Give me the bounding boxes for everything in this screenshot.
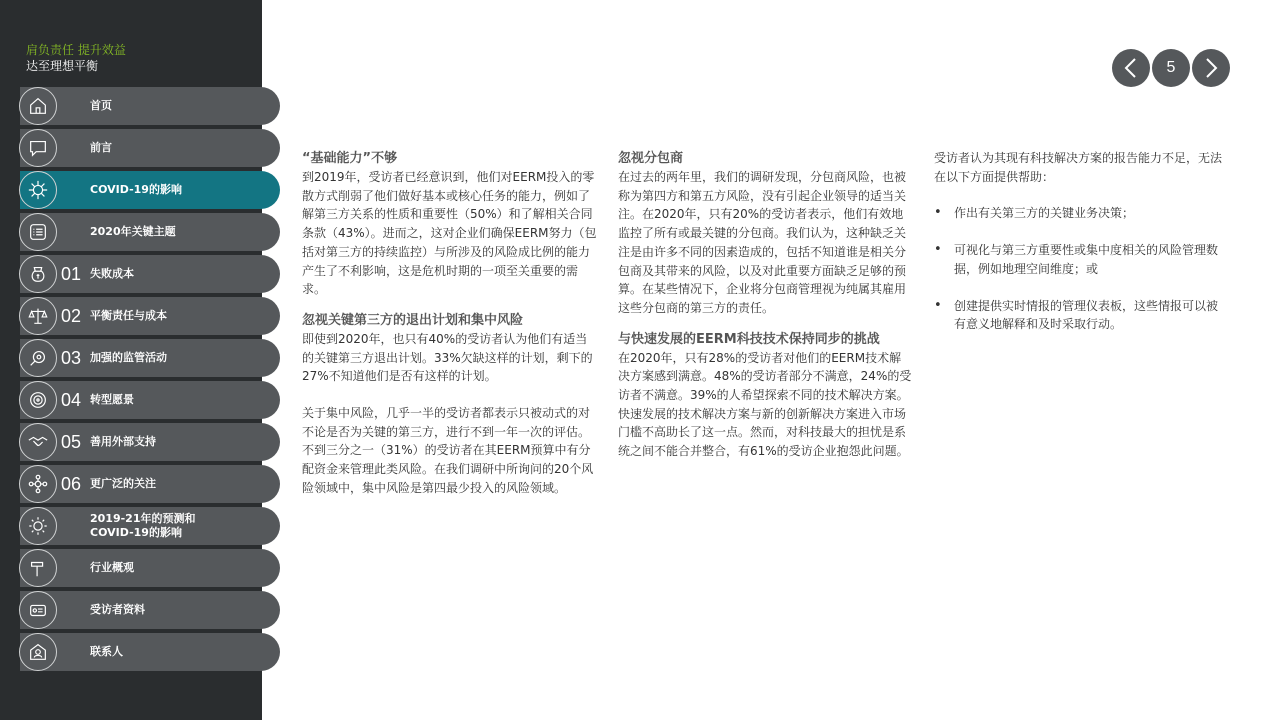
scale-icon [19,297,57,335]
nav-item-number: 02 [61,306,82,326]
nav-item-transformation-vision[interactable] [20,381,280,419]
magnifier-gear-icon [19,339,57,377]
sidebar-nav [20,87,282,675]
nav-item-industry-overview[interactable] [20,549,280,587]
target-icon [19,381,57,419]
sun-icon [19,507,57,545]
sidebar [0,0,262,720]
nav-item-label: 失败成本 [90,267,134,280]
section-heading: 忽视关键第三方的退出计划和集中风险 [302,312,524,328]
body-paragraph: 到2019年，受访者已经意识到，他们对EERM投入的零散方式削弱了他们做好基本或核心任务的能力，例如了解第三方关系的性质和重要性（50%）和了解相关合同条款（43%）。进而之，这对企业们确保EERM努力（包括对第三方的持续监控）与所涉及的风险成比例的能力产生了不利影响，这是危机时期的一项至关重要的需求。 [302,170,597,297]
nav-item-forecast-covid[interactable] [20,507,280,545]
speech-bubble-icon [19,129,57,167]
body-paragraph: 关于集中风险，几乎一半的受访者都表示只被动式的对不论是否为关键的第三方，进行不到一年一次的评估。不到三分之一（31%）的受访者在其EERM预算中有分配资金来管理此类风险。在我们调研中所询问的20个风险领域中，集中风险是第四最少投入的风险领域。 [302,406,594,495]
nav-item-balance-responsibility-cost[interactable] [20,297,280,335]
list-item: • 创建提供实时情报的管理仪表板，这些情报可以被有意义地解释和及时采取行动。 [934,297,1228,334]
nav-item-label: 转型愿景 [90,393,134,406]
nav-item-label: 受访者资料 [90,603,145,616]
nav-item-number: 06 [61,474,82,494]
next-page-button[interactable] [1192,49,1230,87]
nav-item-label: 联系人 [90,645,123,658]
nav-item-foreword[interactable] [20,129,280,167]
brand-subtitle: 达至理想平衡 [26,59,99,73]
body-paragraph: 在2020年，只有28%的受访者对他们的EERM技术解决方案感到满意。48%的受访者部分不满意，24%的受访者不满意。39%的人希望探索不同的技术解决方案。快速发展的技术解决方案与新的创新解决方案进入市场门槛不高助长了这一点。然而，对科技最大的担忧是系统之间不能合并整合，有61%的受访企业抱怨此问题。 [618,350,912,459]
nav-item-label: 行业概观 [90,561,134,574]
content-column-3 [934,149,1228,334]
nav-item-covid-impact[interactable] [20,171,280,209]
brand-block [26,42,126,74]
home-icon [19,87,57,125]
section-heading: 与快速发展的EERM科技技术保持同步的挑战 [618,331,880,347]
brand-tagline: 肩负责任 提升效益 [26,43,126,57]
content-column-1 [302,149,598,498]
content-column-2 [618,149,912,461]
nav-item-label: COVID-19的影响 [90,183,182,196]
virus-icon [19,171,57,209]
list-icon [19,213,57,251]
section-heading: “基础能力”不够 [302,151,398,166]
nav-item-regulatory-activity[interactable] [20,339,280,377]
nav-item-label: 前言 [90,141,112,154]
hammer-icon [19,549,57,587]
pager [1112,49,1232,89]
nav-item-label: 平衡责任与成本 [90,309,167,322]
nav-item-number: 03 [61,348,82,368]
nav-item-number: 01 [61,264,82,284]
nav-item-key-themes-2020[interactable] [20,213,280,251]
list-item: • 作出有关第三方的关键业务决策； [934,204,1228,223]
nav-item-number: 04 [61,390,82,410]
chevron-left-icon [1122,57,1140,79]
money-bag-icon [19,255,57,293]
nav-item-number: 05 [61,432,82,452]
nav-item-home[interactable] [20,87,280,125]
body-paragraph: 受访者认为其现有科技解决方案的报告能力不足，无法在以下方面提供帮助： [934,151,1223,184]
nav-item-label: 首页 [90,99,112,112]
page-number: 5 [1152,49,1190,87]
prev-page-button[interactable] [1112,49,1150,87]
list-item: • 可视化与第三方重要性或集中度相关的风险管理数据，例如地理空间维度；或 [934,241,1228,278]
nav-item-label: 加强的监管活动 [90,351,167,364]
section-heading: 忽视分包商 [618,151,684,166]
body-paragraph: 即使到2020年，也只有40%的受访者认为他们有适当的关键第三方退出计划。33%欠缺这样的计划，剩下的27%不知道他们是否有这样的计划。 [302,331,593,384]
nav-item-label: 更广泛的关注 [90,477,156,490]
handshake-icon [19,423,57,461]
bullet-list [934,204,1228,334]
nav-item-broader-focus[interactable] [20,465,280,503]
nav-item-label: 善用外部支持 [90,435,156,448]
nav-item-cost-of-failure[interactable] [20,255,280,293]
chevron-right-icon [1202,57,1220,79]
body-paragraph: 在过去的两年里，我们的调研发现，分包商风险，也被称为第四方和第五方风险，没有引起企业领导的适当关注。在2020年，只有20%的受访者表示，他们有效地监控了所有或最关键的分包商。我们认为，这种缺乏关注是由许多不同的因素造成的，包括不知道谁是相关分包商及其带来的风险，以及对此重要方面缺乏足够的预算。在某些情况下，企业将分包商管理视为纯属其雇用这些分包商的第三方的责任。 [618,170,907,315]
nav-item-external-support[interactable] [20,423,280,461]
network-icon [19,465,57,503]
nav-item-label: 2019-21年的预测和 COVID-19的影响 [90,512,196,539]
nav-item-label: 2020年关键主题 [90,225,176,238]
nav-item-contacts[interactable] [20,633,280,671]
id-card-icon [19,591,57,629]
nav-item-respondent-profile[interactable] [20,591,280,629]
contact-icon [19,633,57,671]
